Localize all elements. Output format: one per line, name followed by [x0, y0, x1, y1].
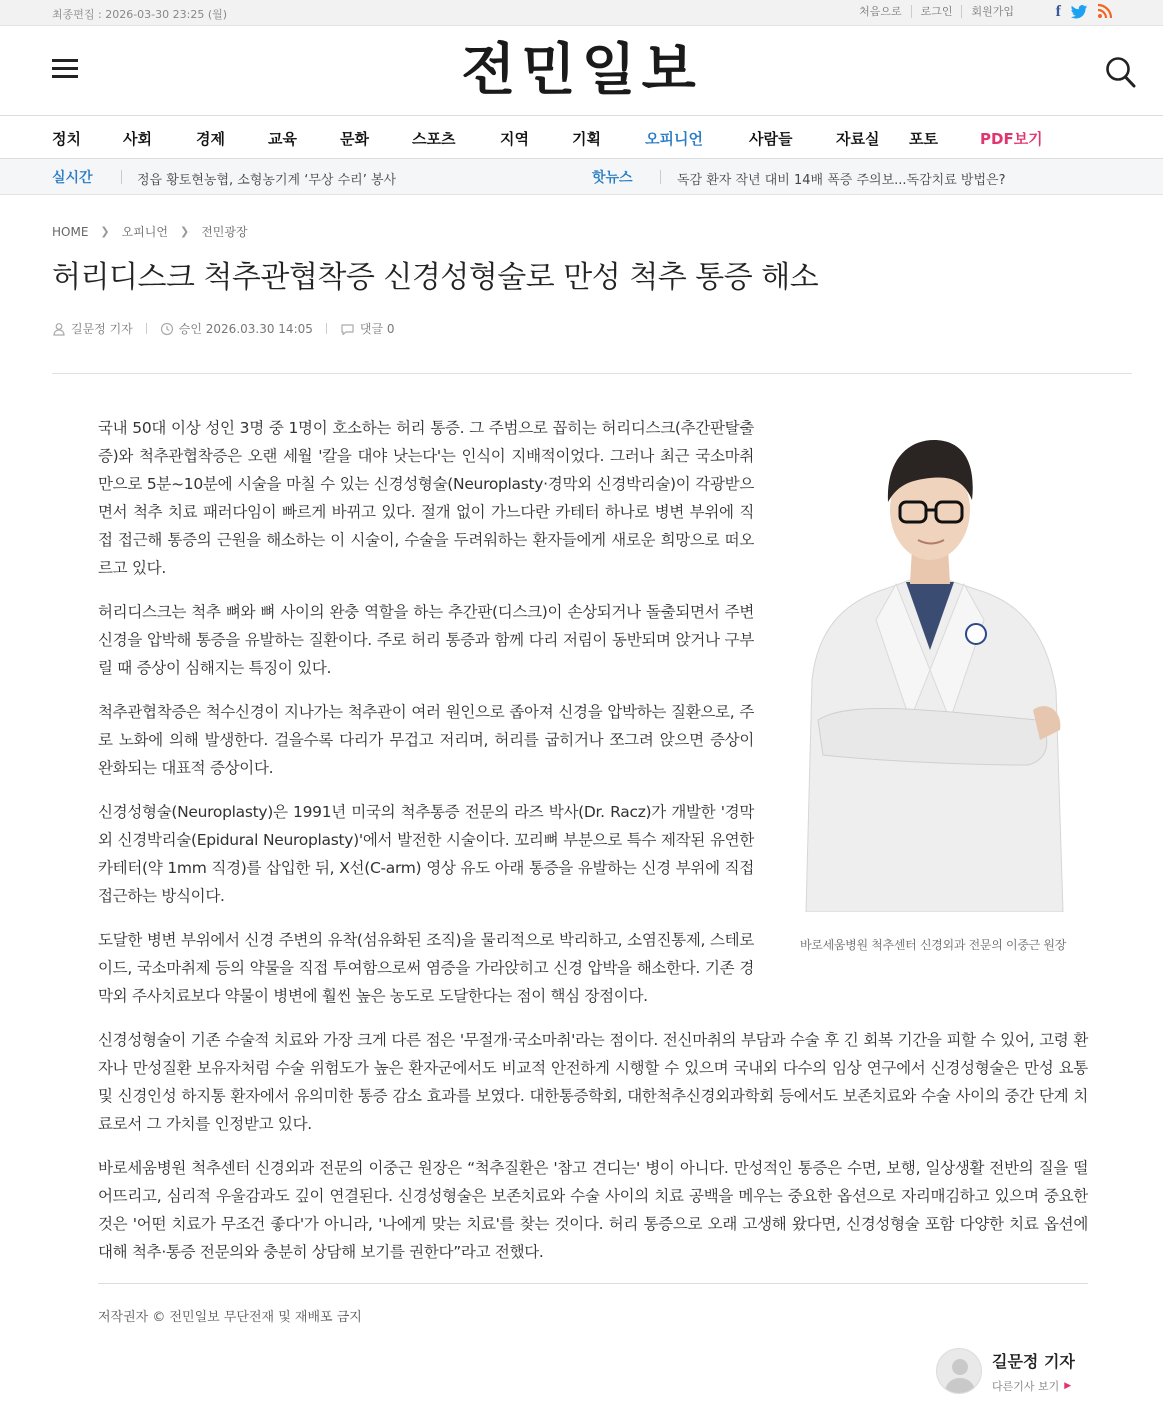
article-figure: [778, 420, 1088, 959]
comment-count[interactable]: 댓글 0: [359, 322, 395, 336]
more-articles-link[interactable]: [992, 1378, 1075, 1394]
comment-icon: [340, 322, 355, 336]
article-title: 허리디스크 척추관협착증 신경성형술로 만성 척추 통증 해소: [52, 260, 819, 295]
social-links: [1056, 3, 1113, 21]
hotnews-label: 핫뉴스: [592, 170, 633, 186]
facebook-icon[interactable]: f: [1055, 3, 1061, 20]
author-card: [936, 1348, 1075, 1394]
avatar[interactable]: [936, 1348, 982, 1394]
more-articles-label: 다른기사 보기: [992, 1379, 1060, 1393]
nav-sports[interactable]: 스포츠: [412, 130, 456, 148]
main-navigation: [0, 116, 1163, 159]
breadcrumb-section[interactable]: 전민광장: [201, 225, 248, 239]
article-meta: [52, 320, 395, 337]
twitter-icon[interactable]: [1070, 3, 1088, 21]
article-paragraph: 신경성형술이 기존 수술적 치료와 가장 크게 다른 점은 '무절개·국소마취'라는 점이다. 전신마취의 부담과 수술 후 긴 회복 기간을 피할 수 있어, 고령 환자나 만성질환 보유자처럼 수술 위험도가 높은 환자군에서도 비교적 안전하게 시행할 수 있으며 국내외 다수의 임상 연구에서 신경성형술은 만성 요통 및 신경인성 하지통 환자에서 유의미한 통증 감소 효과를 보였다. 대한통증학회, 대한척추신경외과학회 등에서도 보존치료와 수술 사이의 중간 단계 치료로서 그 가치를 인정받고 있다.: [98, 1031, 1088, 1133]
nav-society[interactable]: 사회: [123, 130, 152, 148]
nav-photo[interactable]: 포토: [909, 130, 938, 148]
article-paragraph: 국내 50대 이상 성인 3명 중 1명이 호소하는 허리 통증. 그 주범으로 꼽히는 허리디스크(추간판탈출증)와 척추관협착증은 오랜 세월 '칼을 대야 낫는다'는 인식이 지배적이었다. 그러나 최근 국소마취만으로 5분~10분에 시술을 마칠 수 있는 신경성형술(Neuroplasty·경막외 신경박리술)이 각광받으면서 척추 치료 패러다임이 빠르게 바뀌고 있다. 절개 없이 가느다란 카테터 하나로 병변 부위에 직접 접근해 통증의 근원을 해소하는 이 시술이, 수술을 두려워하는 환자들에게 새로운 희망으로 떠오르고 있다.: [98, 419, 754, 577]
nav-feature[interactable]: 기획: [572, 130, 601, 148]
nav-people[interactable]: 사람들: [749, 130, 793, 148]
article-paragraph: 바로세움병원 척추센터 신경외과 전문의 이중근 원장은 “척추질환은 '참고 견디는' 병이 아니다. 만성적인 통증은 수면, 보행, 일상생활 전반의 질을 떨어뜨리고, 심리적 우울감과도 깊이 연결된다. 신경성형술은 보존치료와 수술 사이의 치료 공백을 메우는 중요한 옵션으로 자리매김하고 있으며 중요한 것은 '어떤 치료가 무조건 좋다'가 아니라, '나에게 맞는 치료'를 찾는 것이다. 허리 통증으로 오래 고생해 왔다면, 신경성형술 포함 다양한 치료 옵션에 대해 척추·통증 전문의와 충분히 상담해 보기를 권한다”라고 전했다.: [98, 1159, 1088, 1261]
user-icon: [52, 322, 66, 336]
top-utility-bar: [0, 0, 1163, 26]
nav-politics[interactable]: 정치: [52, 130, 81, 148]
doctor-portrait-image: [778, 420, 1088, 912]
hotnews-headline[interactable]: 독감 환자 작년 대비 14배 폭증 주의보...독감치료 방법은?: [677, 173, 1006, 188]
article-paragraph: 척추관협착증은 척수신경이 지나가는 척추관이 여러 원인으로 좁아져 신경을 압박하는 질환으로, 주로 노화에 의해 발생한다. 걸을수록 다리가 무겁고 저리며, 허리를 굽히거나 쪼그려 앉으면 증상이 완화되는 대표적 증상이다.: [98, 703, 754, 777]
chevron-right-icon: ❯: [180, 225, 190, 238]
utility-links: [850, 5, 1023, 18]
nav-pdf[interactable]: PDF보기: [980, 130, 1043, 148]
breadcrumb: [52, 223, 248, 240]
news-ticker: [0, 159, 1163, 195]
nav-culture[interactable]: 문화: [340, 130, 369, 148]
signup-link[interactable]: 회원가입: [971, 5, 1014, 18]
realtime-label: 실시간: [52, 170, 93, 186]
masthead: [0, 26, 1163, 116]
photo-caption: 바로세움병원 척추센터 신경외과 전문의 이중근 원장: [800, 938, 1066, 952]
login-link[interactable]: 로그인: [912, 5, 963, 18]
article-author[interactable]: 길문정 기자: [71, 322, 133, 336]
caret-right-icon: ▶: [1064, 1380, 1072, 1391]
author-name[interactable]: 길문정 기자: [992, 1351, 1075, 1371]
nav-education[interactable]: 교육: [268, 130, 297, 148]
site-logo[interactable]: 전민일보: [461, 38, 702, 103]
breadcrumb-home[interactable]: HOME: [52, 224, 89, 239]
copyright-notice: 저작권자 © 전민일보 무단전재 및 재배포 금지: [98, 1310, 362, 1325]
chevron-right-icon: ❯: [100, 225, 110, 238]
clock-icon: [160, 322, 174, 336]
home-link[interactable]: 처음으로: [850, 5, 912, 18]
article-paragraph: 도달한 병변 부위에서 신경 주변의 유착(섬유화된 조직)을 물리적으로 박리하고, 소염진통제, 스테로이드, 국소마취제 등의 약물을 직접 투여함으로써 염증을 가라앉히고 신경 압박을 해소한다. 기존 경막외 주사치료보다 약물이 병변에 훨씬 높은 농도로 도달한다는 점이 핵심 장점이다.: [98, 931, 754, 1005]
article-body: [98, 414, 1088, 1282]
breadcrumb-opinion[interactable]: 오피니언: [121, 225, 168, 239]
search-icon[interactable]: [1105, 55, 1137, 89]
realtime-headline[interactable]: 정읍 황토현농협, 소형농기계 ‘무상 수리’ 봉사: [137, 173, 397, 188]
nav-economy[interactable]: 경제: [196, 130, 225, 148]
nav-region[interactable]: 지역: [500, 130, 529, 148]
article-paragraph: 허리디스크는 척추 뼈와 뼈 사이의 완충 역할을 하는 추간판(디스크)이 손상되거나 돌출되면서 주변 신경을 압박해 통증을 유발하는 질환이다. 주로 허리 통증과 함께 다리 저림이 동반되며 앉거나 구부릴 때 증상이 심해지는 특징이 있다.: [98, 603, 754, 677]
last-edited-date: 최종편집 : 2026-03-30 23:25 (월): [52, 8, 228, 21]
rss-icon[interactable]: [1097, 3, 1113, 19]
article-approved-date: 승인 2026.03.30 14:05: [178, 322, 313, 336]
article-paragraph: 신경성형술(Neuroplasty)은 1991년 미국의 척추통증 전문의 라즈 박사(Dr. Racz)가 개발한 '경막외 신경박리술(Epidural Neuroplasty)'에서 발전한 시술이다. 꼬리뼈 부분으로 특수 제작된 유연한 카테터(약 1mm 직경)를 삽입한 뒤, X선(C-arm) 영상 유도 아래 통증을 유발하는 신경 부위에 직접 접근하는 방식이다.: [98, 803, 754, 905]
nav-opinion[interactable]: 오피니언: [645, 130, 703, 148]
nav-archive[interactable]: 자료실: [836, 130, 880, 148]
